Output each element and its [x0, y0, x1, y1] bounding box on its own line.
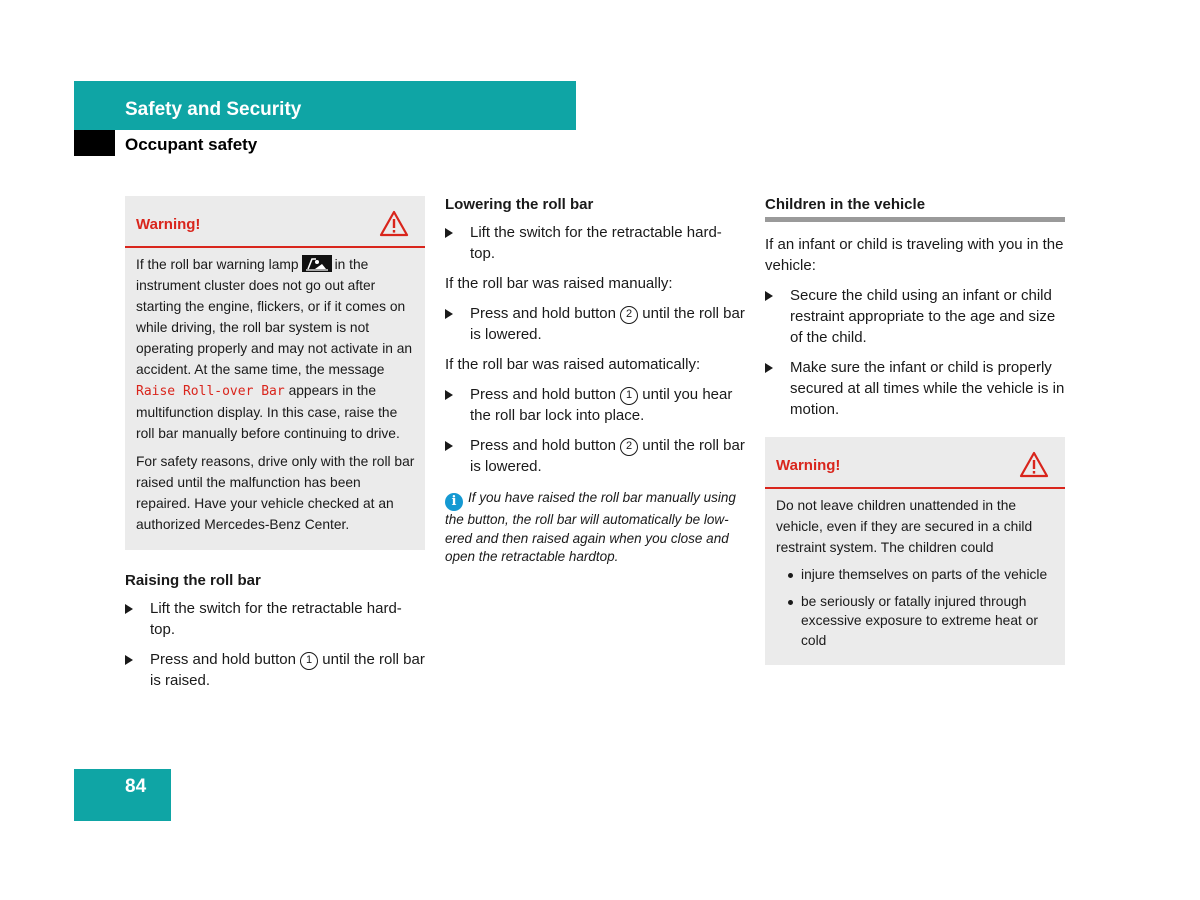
step-text: until the roll bar is raised.: [150, 651, 425, 689]
children-step-2: [765, 357, 1065, 420]
info-note: [445, 489, 745, 567]
step-text: until the roll bar is lowered.: [470, 437, 745, 475]
step-arrow-icon: [125, 655, 133, 665]
auto-intro: If the roll bar was raised automatically:: [445, 356, 701, 373]
lowering-step-1: [445, 222, 745, 264]
column-right: [765, 196, 1065, 665]
warning-text: If the roll bar warning lamp: [136, 257, 299, 272]
warning-box-children: [765, 437, 1065, 665]
button-number-badge: 2: [620, 438, 638, 456]
warning-paragraph: Do not leave children unattended in the vehicle, even if they are secured in a child restraint system. The children could: [776, 498, 1033, 555]
warning-header: [765, 437, 1065, 489]
warning-triangle-icon: [379, 210, 409, 237]
display-message: Raise Roll-over Bar: [136, 384, 285, 399]
subsection-marker: [74, 130, 115, 156]
lowering-heading: Lowering the roll bar: [445, 196, 594, 213]
warning-header: [125, 196, 425, 248]
raising-step-1: [125, 598, 425, 640]
warning-paragraph-2: For safety reasons, drive only with the roll bar raised until the malfunction has been repaired. Have your vehicle checked at an authorized Mercedes-Benz Center.: [136, 454, 415, 532]
auto-step-1: [445, 384, 745, 426]
raising-heading: Raising the roll bar: [125, 572, 261, 589]
step-arrow-icon: [445, 309, 453, 319]
step-text: until you hear the roll bar lock into place.: [470, 386, 733, 424]
button-number-badge: 2: [620, 306, 638, 324]
step-text: Lift the switch for the retractable hard-top.: [470, 224, 722, 262]
manual-intro: If the roll bar was raised manually:: [445, 275, 673, 292]
raising-step-2: [125, 649, 425, 691]
step-arrow-icon: [445, 390, 453, 400]
warning-text: appears in the multifunction display. In this case, raise the roll bar manually before continuing to drive.: [136, 383, 400, 441]
warning-bullet: [776, 565, 1055, 585]
warning-box-roll-bar: [125, 196, 425, 550]
step-arrow-icon: [125, 604, 133, 614]
warning-body: [765, 489, 1065, 650]
button-number-badge: 1: [620, 387, 638, 405]
step-text: Press and hold button: [470, 386, 616, 403]
step-text: Press and hold button: [470, 305, 616, 322]
step-text: Press and hold button: [150, 651, 296, 668]
page-number-box: [74, 769, 171, 821]
info-icon: i: [445, 493, 463, 511]
bullet-dot-icon: [788, 600, 793, 605]
step-arrow-icon: [765, 291, 773, 301]
manual-step: [445, 303, 745, 345]
button-number-badge: 1: [300, 652, 318, 670]
step-text: Secure the child using an infant or child restraint appropriate to the age and size of the child.: [790, 287, 1056, 346]
roll-bar-warning-lamp-icon: [302, 255, 332, 272]
section-title: Safety and Security: [125, 99, 302, 120]
warning-bullet: [776, 592, 1055, 651]
warning-text: in the instrument cluster does not go out after starting the engine, flickers, or if it comes on while driving, the roll bar system is not operating properly and may not activate in an accident. At the same time, the message: [136, 257, 413, 377]
page-number: 84: [125, 776, 147, 797]
warning-title: Warning!: [136, 216, 201, 233]
note-text: If you have raised the roll bar manually using the button, the roll bar will automatically be low-ered and then raised again when you close and open the retractable hardtop.: [445, 490, 736, 565]
warning-paragraph-1: [136, 254, 415, 444]
step-text: Lift the switch for the retractable hard-top.: [150, 600, 402, 638]
bullet-text: injure themselves on parts of the vehicle: [801, 567, 1048, 582]
step-arrow-icon: [765, 363, 773, 373]
step-text: Press and hold button: [470, 437, 616, 454]
children-intro: If an infant or child is traveling with you in the vehicle:: [765, 236, 1064, 274]
subsection-title: Occupant safety: [125, 135, 258, 154]
step-arrow-icon: [445, 441, 453, 451]
step-text: Make sure the infant or child is properly secured at all times while the vehicle is in motion.: [790, 359, 1065, 418]
bullet-text: be seriously or fatally injured through excessive exposure to extreme heat or cold: [801, 593, 1038, 648]
step-text: until the roll bar is lowered.: [470, 305, 745, 343]
warning-body: [125, 248, 425, 535]
auto-step-2: [445, 435, 745, 477]
step-arrow-icon: [445, 228, 453, 238]
warning-title: Warning!: [776, 457, 841, 474]
column-left: [125, 196, 425, 691]
children-step-1: [765, 285, 1065, 348]
bullet-dot-icon: [788, 573, 793, 578]
children-heading: Children in the vehicle: [765, 196, 1065, 222]
column-middle: [445, 196, 745, 567]
warning-triangle-icon: [1019, 451, 1049, 478]
